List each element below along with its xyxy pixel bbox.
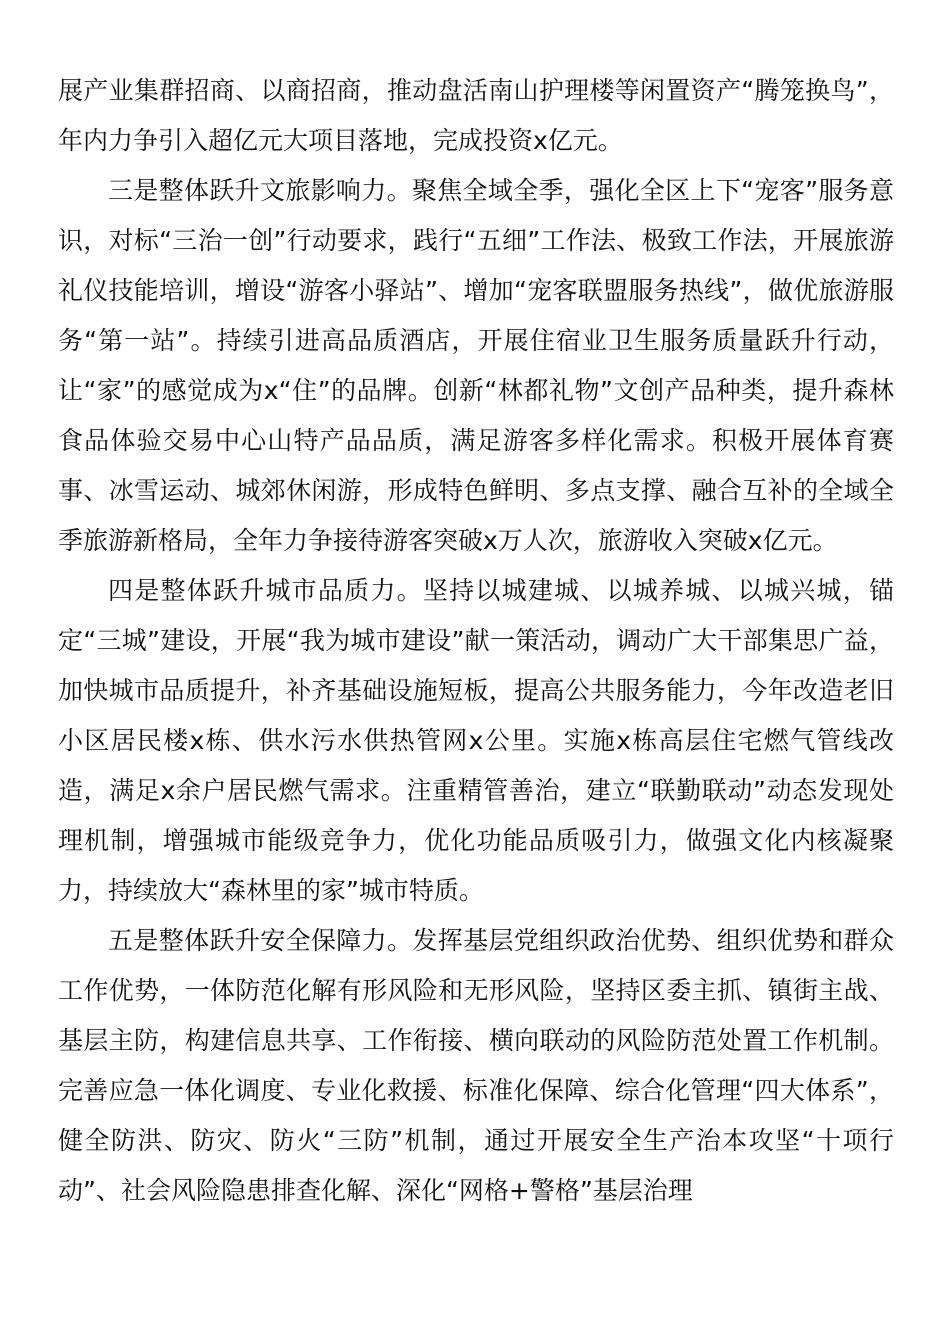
paragraph-safety: 五是整体跃升安全保障力。发挥基层党组织政治优势、组织优势和群众工作优势，一体防范化解有形风险和无形风险，坚持区委主抓、镇街主战、基层主防，构建信息共享、工作衔接、横向联动的风险防范处置工作机制。完善应急一体化调度、专业化救援、标准化保障、综合化管理“四大体系”，健全防洪、防灾、防火“三防”机制，通过开展安全生产治本攻坚“十项行动”、社会风险隐患排查化解、深化“网格+警格”基层治理 xyxy=(58,926,894,1205)
paragraph-continuation: 展产业集群招商、以商招商，推动盘活南山护理楼等闲置资产“腾笼换鸟”，年内力争引入超亿元大项目落地，完成投资x亿元。 xyxy=(58,76,894,155)
paragraph-culture-tourism: 三是整体跃升文旅影响力。聚焦全域全季，强化全区上下“宠客”服务意识，对标“三治一创”行动要求，践行“五细”工作法、极致工作法，开展旅游礼仪技能培训，增设“游客小驿站”、增加“宠客联盟服务热线”，做优旅游服务“第一站”。持续引进高品质酒店，开展住宿业卫生服务质量跃升行动，让“家”的感觉成为x“住”的品牌。创新“林都礼物”文创产品种类，提升森林食品体验交易中心山特产品品质，满足游客多样化需求。积极开展体育赛事、冰雪运动、城郊休闲游，形成特色鲜明、多点支撑、融合互补的全域全季旅游新格局，全年力争接待游客突破x万人次，旅游收入突破x亿元。 xyxy=(58,176,894,555)
document-body xyxy=(58,66,894,1216)
paragraph-city-quality: 四是整体跃升城市品质力。坚持以城建城、以城养城、以城兴城，锚定“三城”建设，开展“我为城市建设”献一策活动，调动广大干部集思广益，加快城市品质提升，补齐基础设施短板，提高公共服务能力，今年改造老旧小区居民楼x栋、供水污水供热管网x公里。实施x栋高层住宅燃气管线改造，满足x余户居民燃气需求。注重精管善治，建立“联勤联动”动态发现处理机制，增强城市能级竞争力，优化功能品质吸引力，做强文化内核凝聚力，持续放大“森林里的家”城市特质。 xyxy=(58,576,894,905)
